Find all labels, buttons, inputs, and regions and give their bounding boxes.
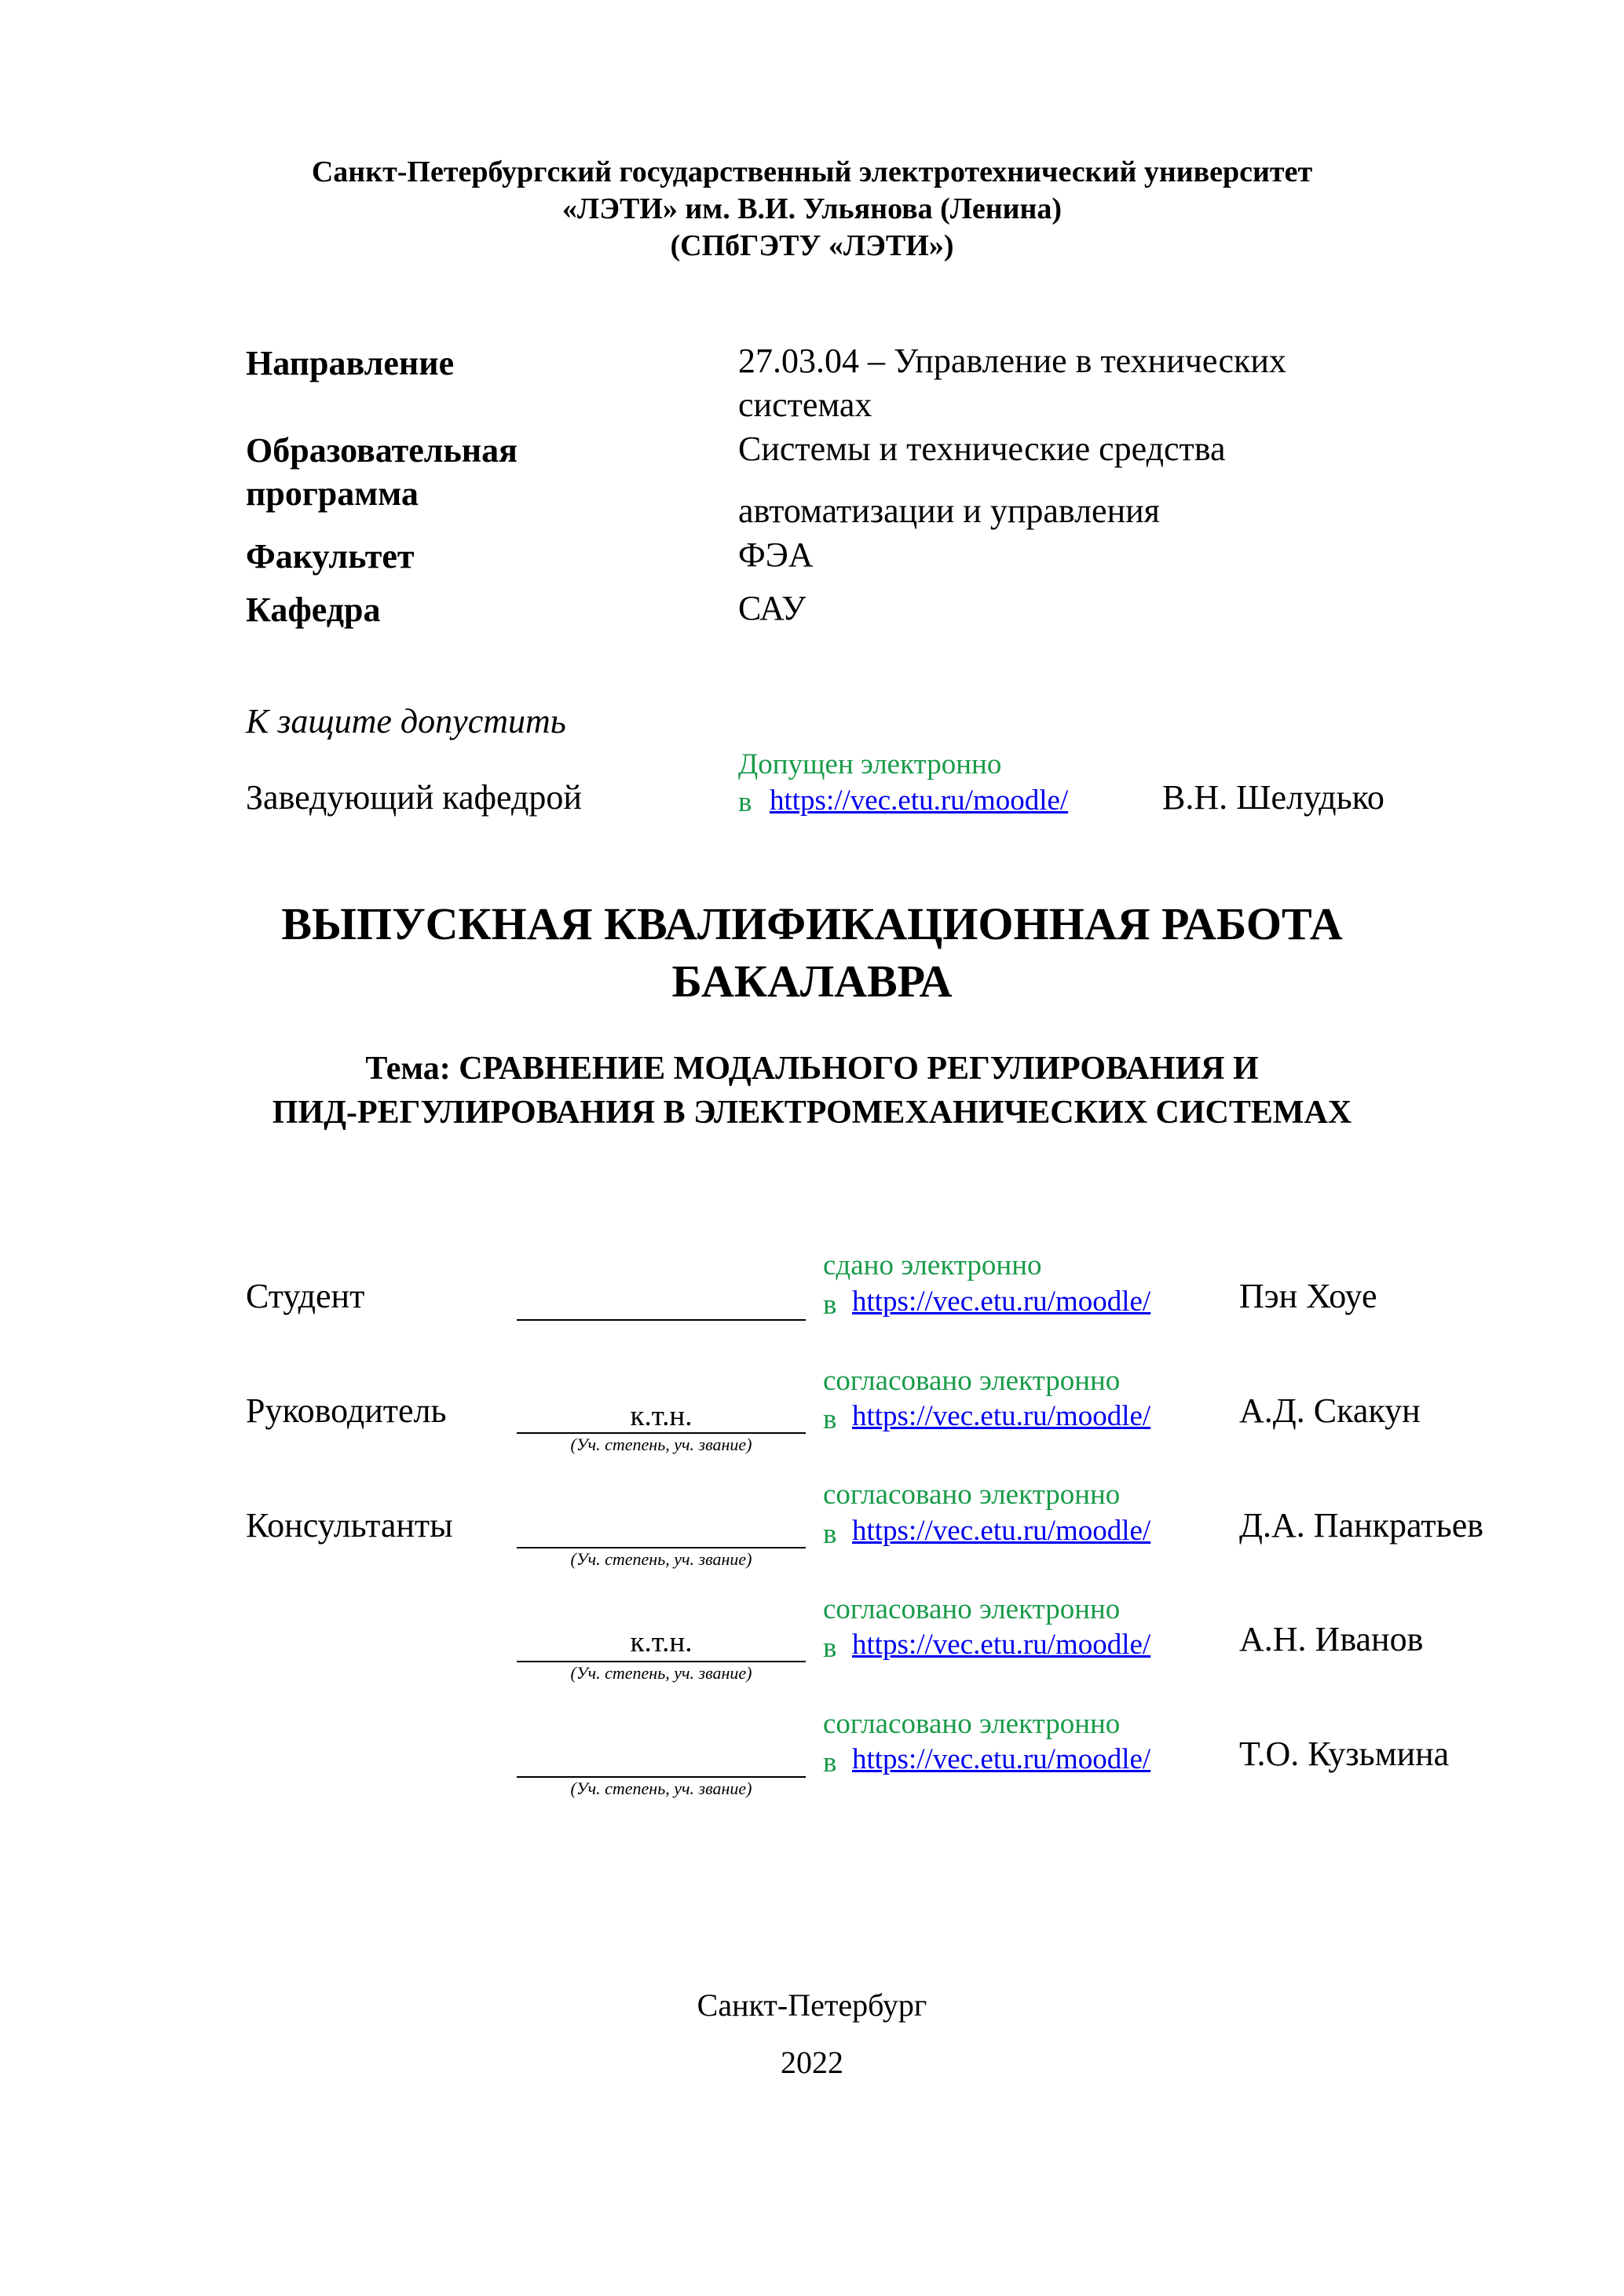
signature-link[interactable]: https://vec.etu.ru/moodle/ (852, 1515, 1151, 1547)
department-label: Кафедра (246, 590, 381, 629)
department-value: САУ (738, 589, 807, 627)
signature-degree: к.т.н. (630, 1626, 693, 1658)
signature-role: Руководитель (246, 1391, 447, 1430)
faculty-value: ФЭА (738, 536, 814, 574)
footer-year: 2022 (781, 2045, 843, 2080)
signature-status: согласовано электронно (823, 1593, 1121, 1625)
signature-name: Пэн Хоуе (1239, 1277, 1377, 1315)
signature-line (517, 1432, 806, 1434)
topic-text-line1: СРАВНЕНИЕ МОДАЛЬНОГО РЕГУЛИРОВАНИЯ И (459, 1051, 1259, 1087)
topic-line2: ПИД-РЕГУЛИРОВАНИЯ В ЭЛЕКТРОМЕХАНИЧЕСКИХ СИСТЕМАХ (272, 1095, 1352, 1131)
topic-prefix: Тема: (365, 1051, 451, 1087)
faculty-label: Факультет (246, 537, 415, 576)
signature-in: в (823, 1289, 837, 1321)
signature-status: согласовано электронно (823, 1365, 1121, 1397)
department-head-label: Заведующий кафедрой (246, 778, 582, 817)
signature-line (517, 1776, 806, 1778)
admission-link[interactable]: https://vec.etu.ru/moodle/ (770, 784, 1069, 817)
signature-line (517, 1661, 806, 1662)
signature-status: сдано электронно (823, 1249, 1042, 1281)
signature-line (517, 1547, 806, 1548)
signature-in: в (823, 1518, 837, 1550)
thesis-title-line1: ВЫПУСКНАЯ КВАЛИФИКАЦИОННАЯ РАБОТА (281, 898, 1343, 949)
university-abbreviation: (СПбГЭТУ «ЛЭТИ») (670, 229, 954, 262)
signature-role: Студент (246, 1277, 365, 1315)
signature-name: Д.А. Панкратьев (1239, 1506, 1484, 1545)
footer-city: Санкт-Петербург (697, 1987, 927, 2023)
admission-in: в (738, 786, 752, 818)
signature-link[interactable]: https://vec.etu.ru/moodle/ (852, 1400, 1151, 1432)
signature-degree: к.т.н. (630, 1400, 693, 1432)
program-label-line2: программа (246, 474, 419, 513)
signature-hint: (Уч. степень, уч. звание) (570, 1549, 752, 1569)
signature-status: согласовано электронно (823, 1479, 1121, 1511)
signature-status: согласовано электронно (823, 1708, 1121, 1740)
signature-name: Т.О. Кузьмина (1239, 1735, 1450, 1773)
signature-in: в (823, 1746, 837, 1779)
signature-hint: (Уч. степень, уч. звание) (570, 1435, 752, 1454)
signature-name: А.Д. Скакун (1239, 1391, 1421, 1430)
program-value-line1: Системы и технические средства (738, 430, 1226, 468)
direction-value-line1: 27.03.04 – Управление в технических (738, 342, 1286, 380)
direction-value-line2: системах (738, 386, 872, 424)
thesis-title-line2: БАКАЛАВРА (671, 956, 953, 1007)
department-head-name: В.Н. Шелудько (1162, 778, 1384, 817)
topic-line1 (0, 1049, 1624, 1088)
signature-hint: (Уч. степень, уч. звание) (570, 1779, 752, 1798)
program-label-line1: Образовательная (246, 431, 518, 470)
admission-title: К защите допустить (246, 702, 566, 740)
signature-name: А.Н. Иванов (1239, 1620, 1424, 1658)
signature-link[interactable]: https://vec.etu.ru/moodle/ (852, 1629, 1151, 1661)
admission-status: Допущен электронно (738, 748, 1002, 781)
signature-role: Консультанты (246, 1506, 453, 1545)
signature-in: в (823, 1403, 837, 1435)
signature-link[interactable]: https://vec.etu.ru/moodle/ (852, 1285, 1151, 1318)
university-full-name: «ЛЭТИ» им. В.И. Ульянова (Ленина) (561, 192, 1063, 225)
signature-link[interactable]: https://vec.etu.ru/moodle/ (852, 1743, 1151, 1775)
signature-line (517, 1319, 806, 1321)
university-name: Санкт-Петербургский государственный электротехнический университет (311, 155, 1313, 188)
signature-hint: (Уч. степень, уч. звание) (570, 1663, 752, 1683)
program-value-line2: автоматизации и управления (738, 492, 1160, 530)
signature-in: в (823, 1632, 837, 1664)
direction-label: Направление (246, 344, 455, 382)
